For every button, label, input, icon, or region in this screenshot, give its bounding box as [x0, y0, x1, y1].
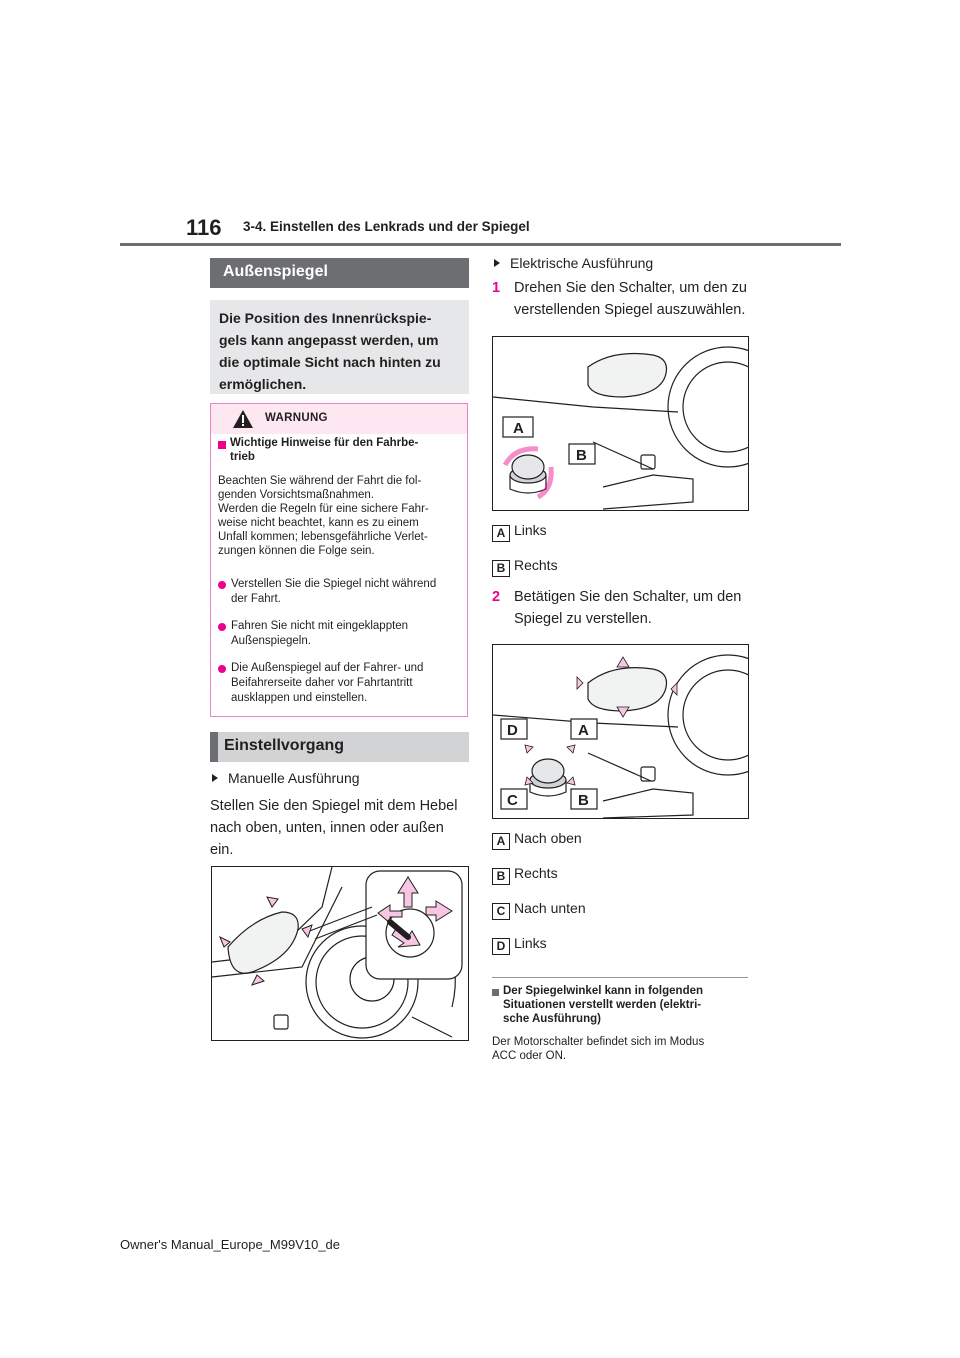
label-text: Links: [514, 935, 547, 951]
list1-item: [492, 557, 558, 577]
warning-header: [211, 404, 467, 434]
warning-body-line: genden Vorsichtsmaßnahmen.: [218, 489, 374, 501]
fig1-label-b: B: [576, 447, 587, 464]
warning-body-line: Unfall kommen; lebensgefährliche Verlet-: [218, 531, 428, 543]
warning-body-line: zungen können die Folge sein.: [218, 545, 375, 557]
label-text: Nach oben: [514, 830, 582, 846]
list2-item: [492, 900, 586, 920]
triangle-bullet-icon: [212, 774, 218, 782]
note-body-line: ACC oder ON.: [492, 1050, 567, 1062]
warning-body: [218, 474, 464, 558]
manual-mirror-illustration: [212, 867, 468, 1040]
bullet-icon: [218, 581, 226, 589]
step-line: Spiegel zu verstellen.: [514, 611, 652, 627]
step-line: Betätigen Sie den Schalter, um den: [514, 589, 742, 605]
label-box: D: [492, 938, 510, 955]
manual-line: Stellen Sie den Spiegel mit dem Hebel: [210, 798, 458, 814]
intro-line: ermöglichen.: [219, 376, 307, 392]
label-box: B: [492, 868, 510, 885]
electric-subhead-text: Elektrische Ausführung: [510, 255, 654, 271]
label-box: A: [492, 833, 510, 850]
step-number: 2: [492, 589, 501, 605]
step-1-text: [514, 277, 754, 321]
bullet-line: Beifahrerseite daher vor Fahrtantritt: [231, 677, 413, 689]
bullet-line: Fahren Sie nicht mit eingeklappten: [231, 620, 409, 632]
intro-line: Die Position des Innenrückspie-: [219, 310, 432, 326]
warning-body-line: Werden die Regeln für eine sichere Fahr-: [218, 503, 429, 515]
fig2-label-a: A: [578, 722, 589, 739]
label-text: Rechts: [514, 557, 558, 573]
warning-bullet: [231, 619, 463, 649]
label-text: Rechts: [514, 865, 558, 881]
figure-manual-mirror: [211, 866, 469, 1041]
intro-box: [210, 300, 469, 394]
label-text: Links: [514, 522, 547, 538]
intro-text: [219, 307, 464, 395]
intro-line: gels kann angepasst werden, um: [219, 332, 439, 348]
footer: Owner's Manual_Europe_M99V10_de: [120, 1237, 341, 1252]
figure-mirror-select: [492, 336, 749, 511]
heading-aussenspiegel: [210, 258, 469, 288]
bullet-icon: [218, 665, 226, 673]
note-heading-line: Der Spiegelwinkel kann in folgenden: [503, 985, 704, 997]
header-rule: [120, 243, 841, 246]
warning-subtitle-line: Wichtige Hinweise für den Fahrbe-: [230, 437, 419, 449]
step-2: [492, 586, 754, 627]
fig2-label-c: C: [507, 792, 518, 809]
heading-accent: [210, 732, 218, 762]
step-1: [492, 277, 754, 318]
warning-body-line: weise nicht beachtet, kann es zu einem: [218, 517, 419, 529]
note-body: [492, 1035, 754, 1063]
bullet-line: Die Außenspiegel auf der Fahrer- und: [231, 662, 424, 674]
manual-line: nach oben, unten, innen oder außen: [210, 820, 444, 836]
bullet-line: der Fahrt.: [231, 593, 281, 605]
fig2-label-d: D: [507, 722, 518, 739]
warning-subtitle-line: trieb: [230, 451, 255, 463]
intro-line: die optimale Sicht nach hinten zu: [219, 354, 441, 370]
bullet-icon: [218, 623, 226, 631]
step-line: Drehen Sie den Schalter, um den zu: [514, 280, 747, 296]
note-divider: [492, 977, 748, 978]
warning-bullet: [231, 577, 463, 607]
list2-item: [492, 865, 558, 885]
manual-subhead-text: Manuelle Ausführung: [228, 770, 360, 786]
note-heading-line: Situationen verstellt werden (elektri-: [503, 999, 702, 1011]
heading-einstellvorgang: [210, 732, 469, 762]
step-number: 1: [492, 280, 501, 296]
step-line: verstellenden Spiegel auszuwählen.: [514, 302, 746, 318]
list2-item: [492, 935, 547, 955]
warning-subtitle: [230, 436, 465, 464]
step-2-text: [514, 586, 754, 630]
note-heading: [503, 984, 753, 1026]
figure-mirror-adjust: [492, 644, 749, 819]
list2-item: [492, 830, 582, 850]
warning-triangle-icon: [232, 409, 254, 429]
section-title: 3-4. Einstellen des Lenkrads und der Spiegel: [243, 219, 530, 234]
manual-body: [210, 795, 472, 861]
manual-subhead: [212, 770, 360, 786]
mirror-select-illustration: [493, 337, 748, 510]
label-text: Nach unten: [514, 900, 586, 916]
warning-box: [210, 403, 468, 717]
bullet-line: ausklappen und einstellen.: [231, 692, 368, 704]
note-heading-line: sche Ausführung): [503, 1013, 601, 1025]
label-box: B: [492, 560, 510, 577]
heading-text: Einstellvorgang: [224, 737, 345, 754]
list1-item: [492, 522, 547, 542]
electric-subhead: [494, 255, 653, 271]
triangle-bullet-icon: [494, 259, 500, 267]
label-box: C: [492, 903, 510, 920]
mirror-adjust-illustration: [493, 645, 748, 818]
fig2-label-b: B: [578, 792, 589, 809]
label-box: A: [492, 525, 510, 542]
note-body-line: Der Motorschalter befindet sich im Modus: [492, 1036, 705, 1048]
square-bullet-icon: [218, 441, 226, 449]
bullet-line: Verstellen Sie die Spiegel nicht während: [231, 578, 437, 590]
warning-bullet: [231, 661, 463, 706]
bullet-line: Außenspiegeln.: [231, 635, 311, 647]
fig1-label-a: A: [513, 420, 524, 437]
warning-title: WARNUNG: [265, 412, 328, 424]
manual-line: ein.: [210, 842, 234, 858]
warning-body-line: Beachten Sie während der Fahrt die fol-: [218, 475, 422, 487]
square-bullet-icon: [492, 989, 499, 996]
page-number: 116: [186, 215, 222, 240]
heading-text: Außenspiegel: [223, 263, 328, 280]
